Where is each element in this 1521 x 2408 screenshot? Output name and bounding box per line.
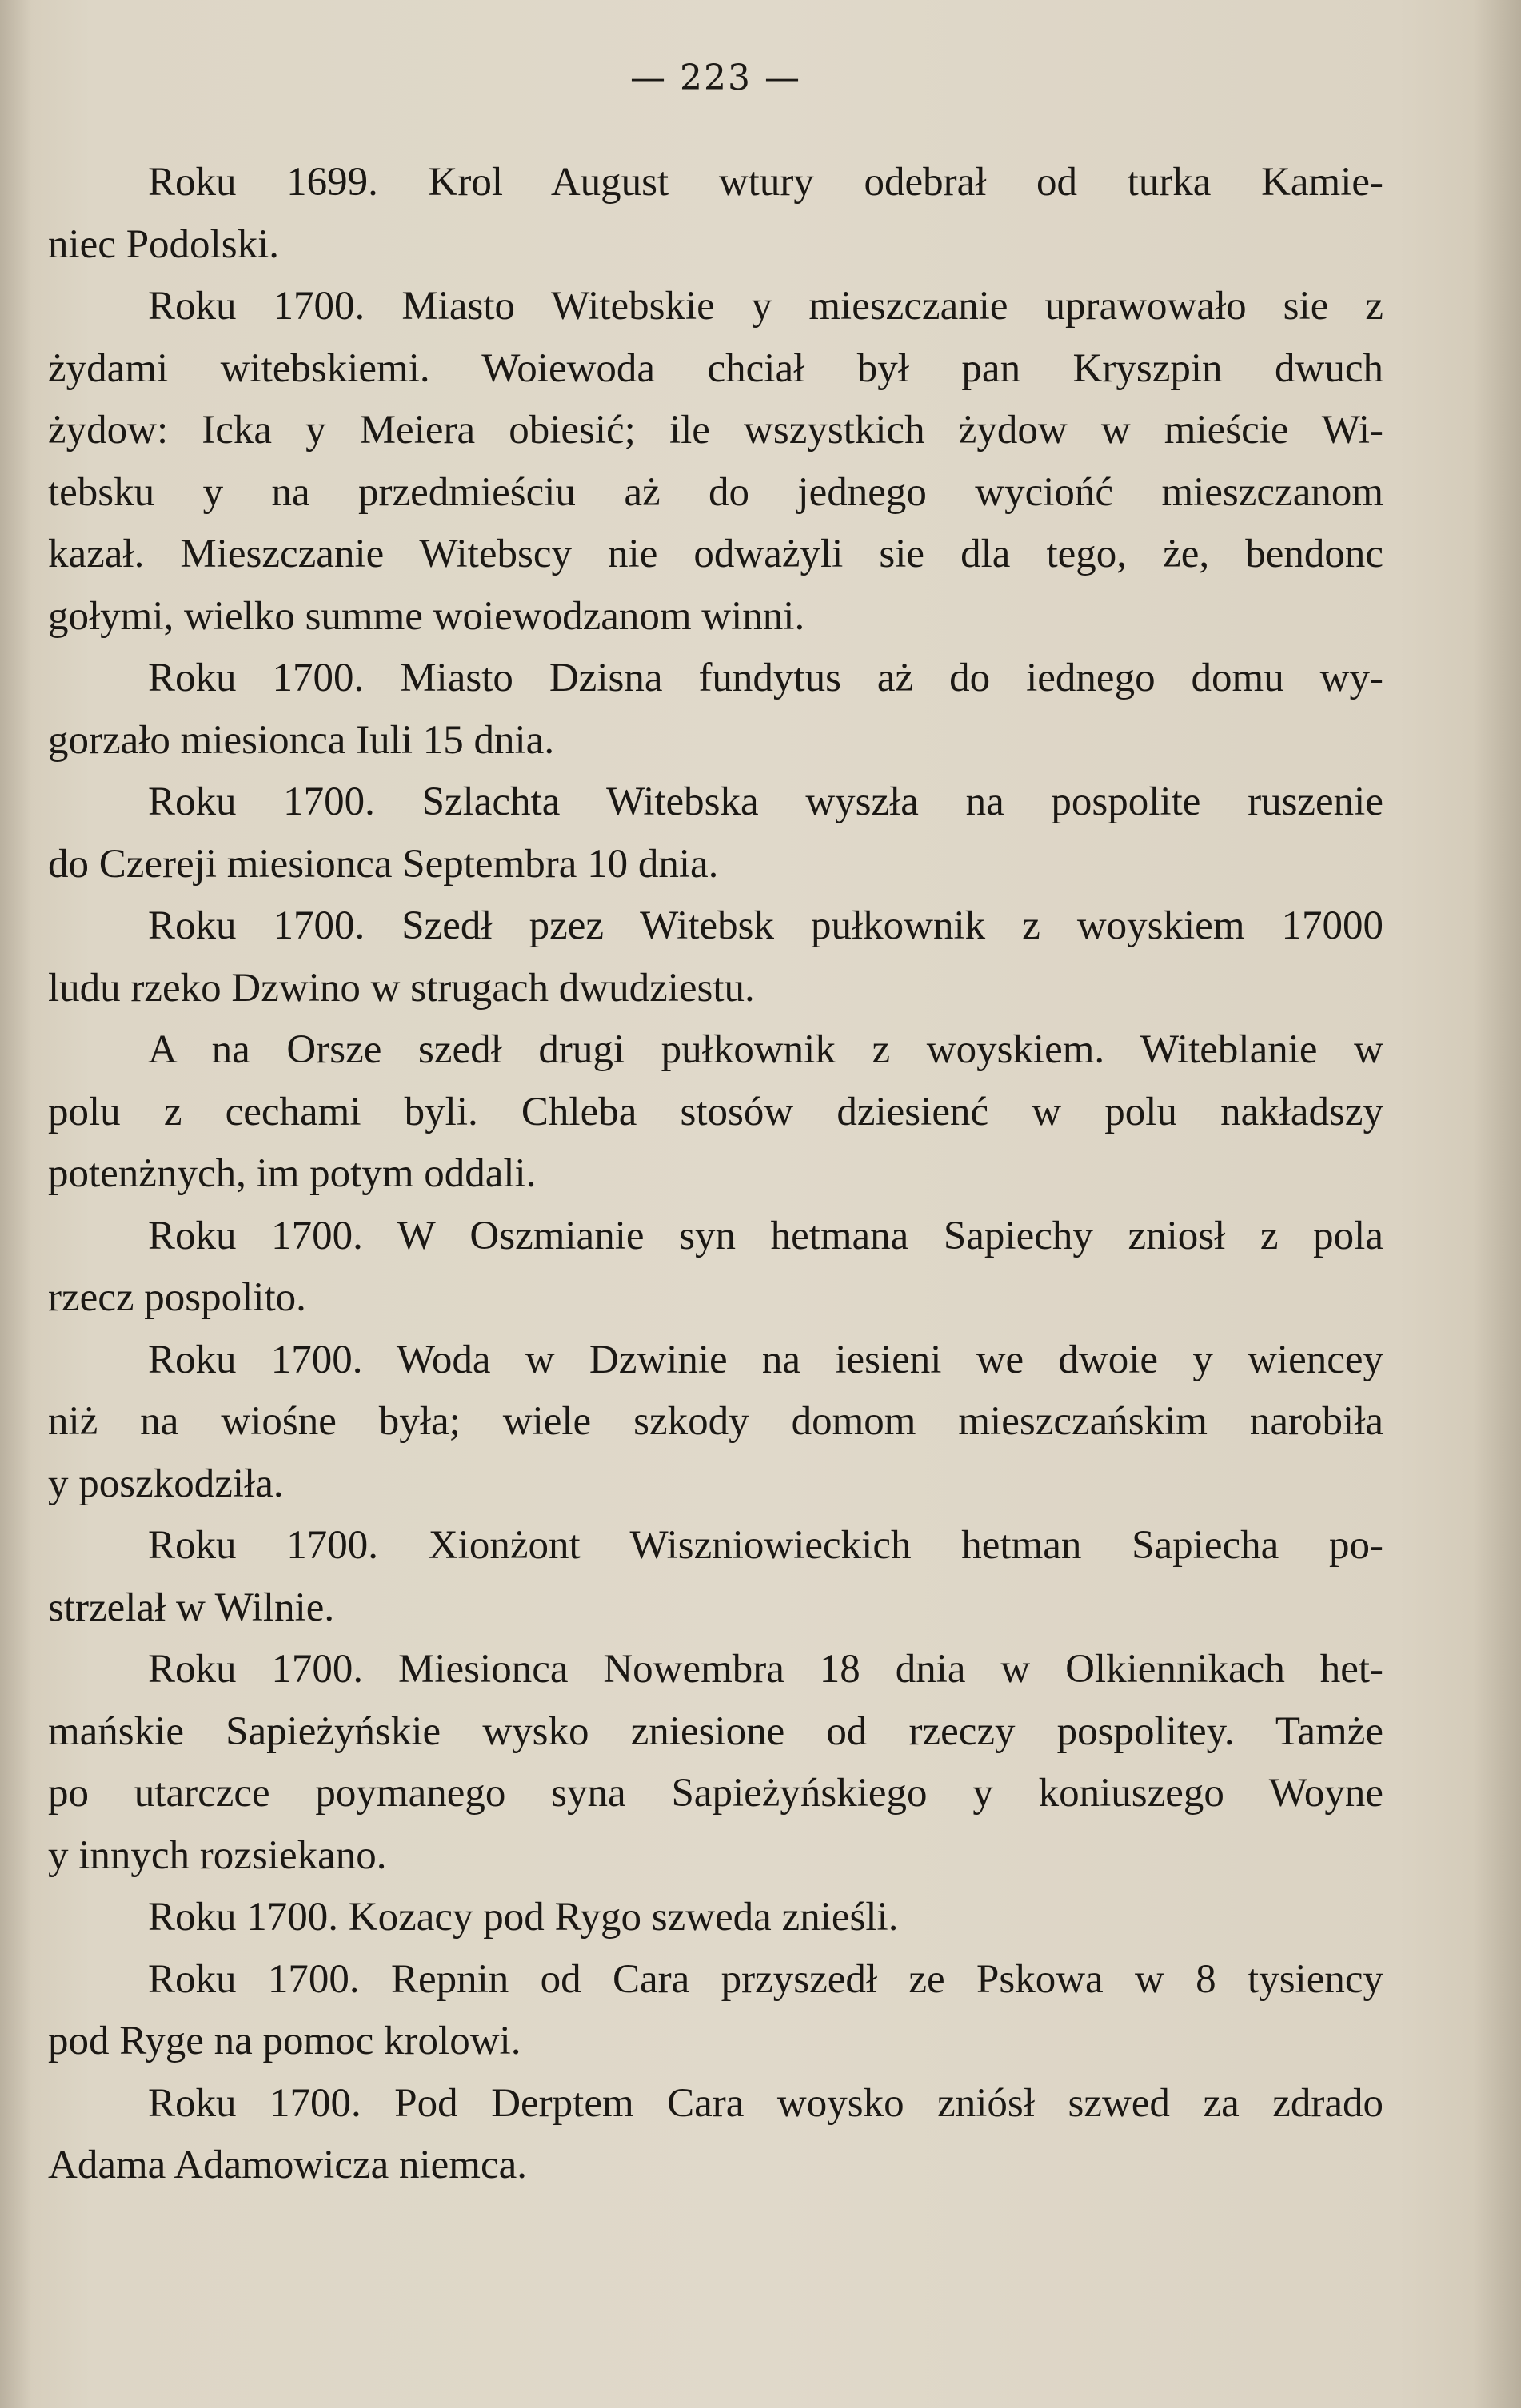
- text-line: do Czereji miesionca Septembra 10 dnia.: [48, 841, 719, 887]
- text-line: Roku 1699. Krol August wtury odebrał od turka Kamie-: [148, 160, 1383, 205]
- text-line: Roku 1700. Szedł pzez Witebsk pułkownik z woyskiem 17000: [148, 903, 1383, 948]
- text-line: Roku 1700. Pod Derptem Cara woysko zniósł szwed za zdrado: [148, 2080, 1383, 2126]
- page-edge-shadow: [1473, 0, 1521, 2408]
- page-gutter-shadow: [0, 0, 32, 2408]
- text-line: Roku 1700. Miasto Witebskie y mieszczanie uprawowało sie z: [148, 284, 1383, 329]
- text-line: y innych rozsiekano.: [48, 1832, 387, 1878]
- text-line: y poszkodziła.: [48, 1461, 284, 1506]
- text-line: tebsku y na przedmieściu aż do jednego wyciońć mieszczanom: [48, 469, 1383, 515]
- text-line: Roku 1700. Woda w Dzwinie na iesieni we dwoie y wiencey: [148, 1337, 1383, 1382]
- text-line: pod Ryge na pomoc krolowi.: [48, 2019, 521, 2063]
- text-line: żydow: Icka y Meiera obiesić; ile wszystkich żydow w mieście Wi-: [48, 408, 1383, 452]
- text-line: mańskie Sapieżyńskie wysko zniesione od rzeczy pospolitey. Tamże: [48, 1708, 1383, 1754]
- text-line: A na Orsze szedł drugi pułkownik z woyskiem. Witeblanie w: [148, 1027, 1383, 1072]
- text-line: Roku 1700. Kozacy pod Rygo szweda znieśli.: [148, 1895, 899, 1940]
- text-line: Roku 1700. Szlachta Witebska wyszła na pospolite ruszenie: [148, 779, 1383, 824]
- page-number: — 223 —: [630, 58, 801, 98]
- text-line: niż na wiośne była; wiele szkody domom mieszczańskim narobiła: [48, 1399, 1383, 1444]
- text-line: Roku 1700. Repnin od Cara przyszedł ze Pskowa w 8 tysiency: [148, 1956, 1383, 2002]
- text-line: strzelał w Wilnie.: [48, 1585, 335, 1630]
- text-line: Roku 1700. W Oszmianie syn hetmana Sapiechy zniosł z pola: [148, 1213, 1383, 1258]
- text-line: gołymi, wielko summe woiewodzanom winni.: [48, 593, 805, 639]
- text-line: polu z cechami byli. Chleba stosów dziesienć w polu nakładszy: [48, 1089, 1383, 1134]
- text-line: po utarczce poymanego syna Sapieżyńskiego y koniuszego Woyne: [48, 1771, 1383, 1816]
- text-line: Roku 1700. Miesionca Nowembra 18 dnia w Olkiennikach het-: [148, 1647, 1383, 1692]
- text-line: Roku 1700. Xionżont Wiszniowieckich hetman Sapiecha po-: [148, 1523, 1383, 1568]
- text-line: Roku 1700. Miasto Dzisna fundytus aż do iednego domu wy-: [148, 656, 1383, 700]
- body-text: [48, 152, 1383, 2197]
- text-line: Adama Adamowicza niemca.: [48, 2143, 528, 2187]
- text-line: ludu rzeko Dzwino w strugach dwudziestu.: [48, 965, 755, 1011]
- text-line: niec Podolski.: [48, 221, 279, 267]
- text-line: żydami witebskiemi. Woiewoda chciał był pan Kryszpin dwuch: [48, 345, 1383, 391]
- text-line: kazał. Mieszczanie Witebscy nie odważyli sie dla tego, że, bendonc: [48, 532, 1383, 576]
- text-line: potenżnych, im potym oddali.: [48, 1151, 537, 1196]
- text-line: rzecz pospolito.: [48, 1275, 306, 1320]
- text-line: gorzało miesionca Iuli 15 dnia.: [48, 717, 555, 763]
